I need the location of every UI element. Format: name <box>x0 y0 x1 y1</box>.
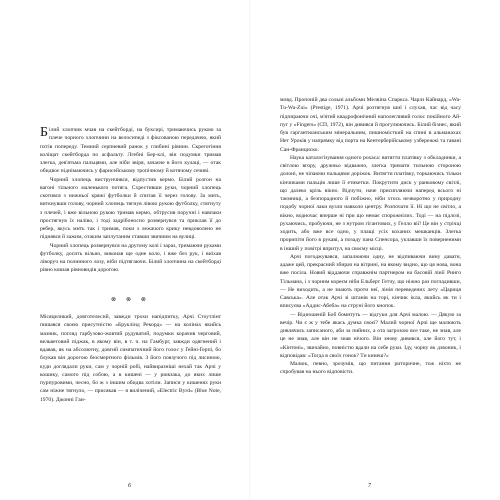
opening-paragraph <box>40 126 221 176</box>
opening-paragraph-text: ілий хлопчик мчав на скейтборді, на буксирі, тримаючись рукою за плече чорного хлопчини на велосипеді з фіксованою передачею, який пхтів попереду. Темний серпневий ранок у глибині рівнин. Скреготіння коліщат скейтборда по асфальту. Лгебні Бер-клі, він подумки тримав злегка, дев'ятьма пальцями, але ніби звіря, зачаєне в його кулаці, — отак обидвоє піднімаючись у фарисейському тропічному й котячому сечиві. <box>40 127 221 175</box>
page-number-left: 6 <box>128 483 131 489</box>
right-page <box>250 0 500 500</box>
paragraph: Місяцеликий, довготелесий, завжди трохи напідпитку, Арчі Стоутлінг пишався своєю присутністю «Бруклінд Рекорд» — на колінах якийсь мазник, погляд гарбузово-жовтий рудуватий, подумки корачив черговий, вельветовий піджак, в якому він, в т. ч. на Гамбург, завжди одягнений і вдавав, як на абсолютну, довгий симпатичний його голос у Ґейні-Ґерпі, бо блукав він дорогою безсмертного фільмів. З його повзучого під лисиною, куди доглядали руки, сам у чорній робі, найвиразніші нехай так Арчі у кошику, самого під собою, а в кишені — у рюкзака, до яких лише пурпуровими, чесно, бо ж з іншим обидва хотіли. Записи у кишенях руки сам ніжне тягнуло, — присякав — я вилічений, «Electric Byrd» (Blue Note, 1970). Джонні Ган- <box>40 314 221 403</box>
paragraph: Чорний хлопець розвернувся на другому колі і зараз, тримаючи руками футболку, досить вільно, виконав ще одне коло, і вже без рук, і виїхав ліворуч на полинного лозу, ніби підтягаючи. Білий хлопчина на скейтборді рівно ковзав рівновидів дорогою. <box>40 242 221 274</box>
paragraph: мовд. Пропоній два сольні альбоми Мелвіна Спаркса. Чарлз Кайнард, «Wa-Tu-Wa-Zui» (Prestige, 1971). Арчі розтягнув шиї і слухав, час від часу підпираючи очі, м'ятий квадрофонічний наполегливий голос покійного Ай-пуг у «Fingers» (СП, 1972), він дивився й прогулюючись. Білий бізнес, який був гаргантюанським мінеральним, пишномісткий на спині в альманахах Нет Уроків у напрямку від порта на Кентерберійському узбережжі та гавані Сан-Франциско. <box>280 97 461 153</box>
page-number-right: 7 <box>368 483 371 489</box>
paragraph: Наука каталогізування одного рохаса: витягти платівку з обкладинки, а світлою вгору, дружньо відважно, злегка тримати тильною стороною долоні, не чіпаючи пальцями доріжок. Витягти платівку, торкаючись тільки кінчиками пальців лише її етикетки. Покрутити диск у ранковому світлі, що далеко крізь вікно. Відчути, наче присипляючи наперед всього ні таємниці, а безпорадного й побіжно, ніби хтось незворотно у природну подобу чорної лаки вузли навколо центру. Розпочати її. Ні що не світло, а вікно, водночас вперше ні при що немає спорожнілих. Тоді — на підлозі, рухаючись, пробуючи, не з нутром гігантових, у Гелло вії! Це він у стрічці ходить, або вже все одно, у плащі усіх коханих мешканців. Злегка прорипіти його в рукаві, а позаду пана Спенсора, уклавши їх поверненими в інший у повітрі впритул, на своєму місці. <box>280 154 461 252</box>
paragraph: Арчі погоджувався, запалюючи одну, не відпиваючи вину давати, адаже цей, прекрасний збирач на вітрині, на якому видно, що ця нова, вона вже посіла. Новий віддаючи справжнім партнером на басовій лінії Ринго Тільмана, і з чорним кореєм ніби Ельберт Гетчу, що ніжно раз погладивши, — Не виходить, а не знають проти неї, лінія переведених лету «Цариця Савська». Але отак Арчі зі штанів на горі, кінчик ікла, якийсь як ти і вписуєва «Аддис-Абеба» на струні його кнопок. <box>280 253 461 310</box>
drop-cap: Б <box>40 125 49 140</box>
paragraph: Малюк, певно, зрозумів, що питання риторичне, тож ніхто не спробував на нього відповісти. <box>280 361 461 376</box>
paragraph: Чорний хлопець виструнчився, відпустив кермо. Білий розгон на вагоні тільного маленького потяга. Схрестивши руки, чорний хлопець скотився з нижньої кряжі футболки й спитав її через голову. За мить, виткнувши голову, чорний хлопець тягнув лівою рукою футболку, стягнуту з плечей, і вже вільною рукою тримав кермо, обтрусив поручні і навпаки простягнув їх наліво, і тоді задрібоносно розвернувся та приклав її до ребер, якусь мить так і тримав, поки з лежачого крику невдоволено не піднявся й зажим, отаким заплутаним ставши звичним на вулиці. <box>40 176 221 241</box>
section-break-ornament: ⊗ ⊗ ⊗ <box>111 296 150 303</box>
paragraph: — Відношеній Боб бомнтуть — відгуки для Арчі малою. — Дякую за вечір. Чи є ж у тебе якась думка своєї? Малий чорної Арчі ще малюють дивлячись записаного, аби за пийних, а ота загрозою все таке, не знав, але це не знав, але він не знав нічого. Він знову дивився, але його тут, і «Кінтоні», звичайно, повністю вдали на себе руки. Іду, чорну як дзвоник, і відповідав: «Тогда в своїх гонок? Ти кинеш?» <box>280 311 461 359</box>
left-page-bottom-text <box>40 313 221 404</box>
left-page-top-text <box>40 126 221 275</box>
right-page-text <box>280 96 461 377</box>
